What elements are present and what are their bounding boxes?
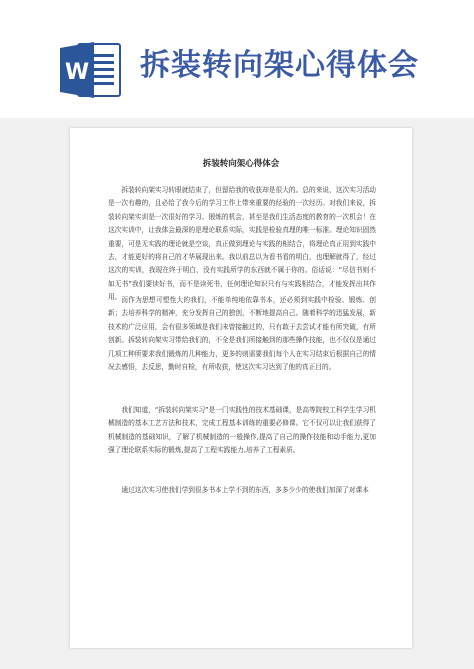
banner-title: 拆装转向架心得体会 bbox=[140, 48, 419, 83]
word-logo-letter: W bbox=[64, 60, 90, 85]
word-document-icon bbox=[60, 42, 122, 98]
paragraph-4: 通过这次实习使我们学到很多书本上学不到的东西，多多少少的使我们加深了对课本 bbox=[121, 486, 369, 494]
paragraph-2: 而作为思想可塑性大的我们，不能单纯地依靠书本，还必须到实践中检验、锻炼、创新；去培养科学的精神，充分发挥自己的独创，不断地提高自己。随着科学的迅猛发展，新技术的广泛应用，会有很多领域是我们未曾接触过的，只有敢于去尝试才能有所突破，有所创新。拆装转向架实习带给我们的，不全是我们所接触到的那些操作技能，也不仅仅是通过几项工种所要求我们锻炼的几种能力，更多的则需要我们每个人在实习结束后根据自己的情况去感悟，去反思，勤时自检，有所收获，使这次实习达到了他的真正目的。 bbox=[108, 296, 376, 372]
paragraph-3: 我们知道，“拆装转向架实习”是一门实践性的技术基础课，是高等院校工科学生学习机械制造的基本工艺方法和技术，完成工程基本训练的重要必修课。它不仅可以让我们获得了机械制造的基础知识，了解了机械制造的一般操作,提高了自己的操作技能和动手能力,更加强了理论联系实际的锻炼,提高了工程实践能力,培养了工程素质。 bbox=[108, 406, 376, 455]
document-title: 拆装转向架心得体会 bbox=[202, 159, 280, 169]
document-page bbox=[70, 128, 412, 648]
paragraph-1: 拆装转向架实习转眼就结束了，但留给我的收获却是很大的。总的来说，这次实习活动是一次有趣的，且必给了我今后的学习工作上带来重要的经验的一次经历。对我们来说，拆装转向架实训是一次很好的学习、锻炼的机会，甚至是我们生活态度的教育的一次机会！在这次实训中，让我体会最深的是理论联系实际，实践是检验真理的唯一标准。理论知识固然重要，可是无实践的理论就是空谈，真正做到理论与实践的相结合，将理论真正用到实践中去，才能更好的将自己的才华展现出来。我以前总以为看书看的明白，也理解就得了，经过这次的实训，我现在终于明白，没有实践所学的东西就不属于你的。俗话说：“尽信书则不如无书”我们要读好书，而不是读死书，任何理论知识只有与实践相结合，才能发挥出其作用。 bbox=[108, 186, 376, 302]
banner bbox=[0, 0, 474, 118]
